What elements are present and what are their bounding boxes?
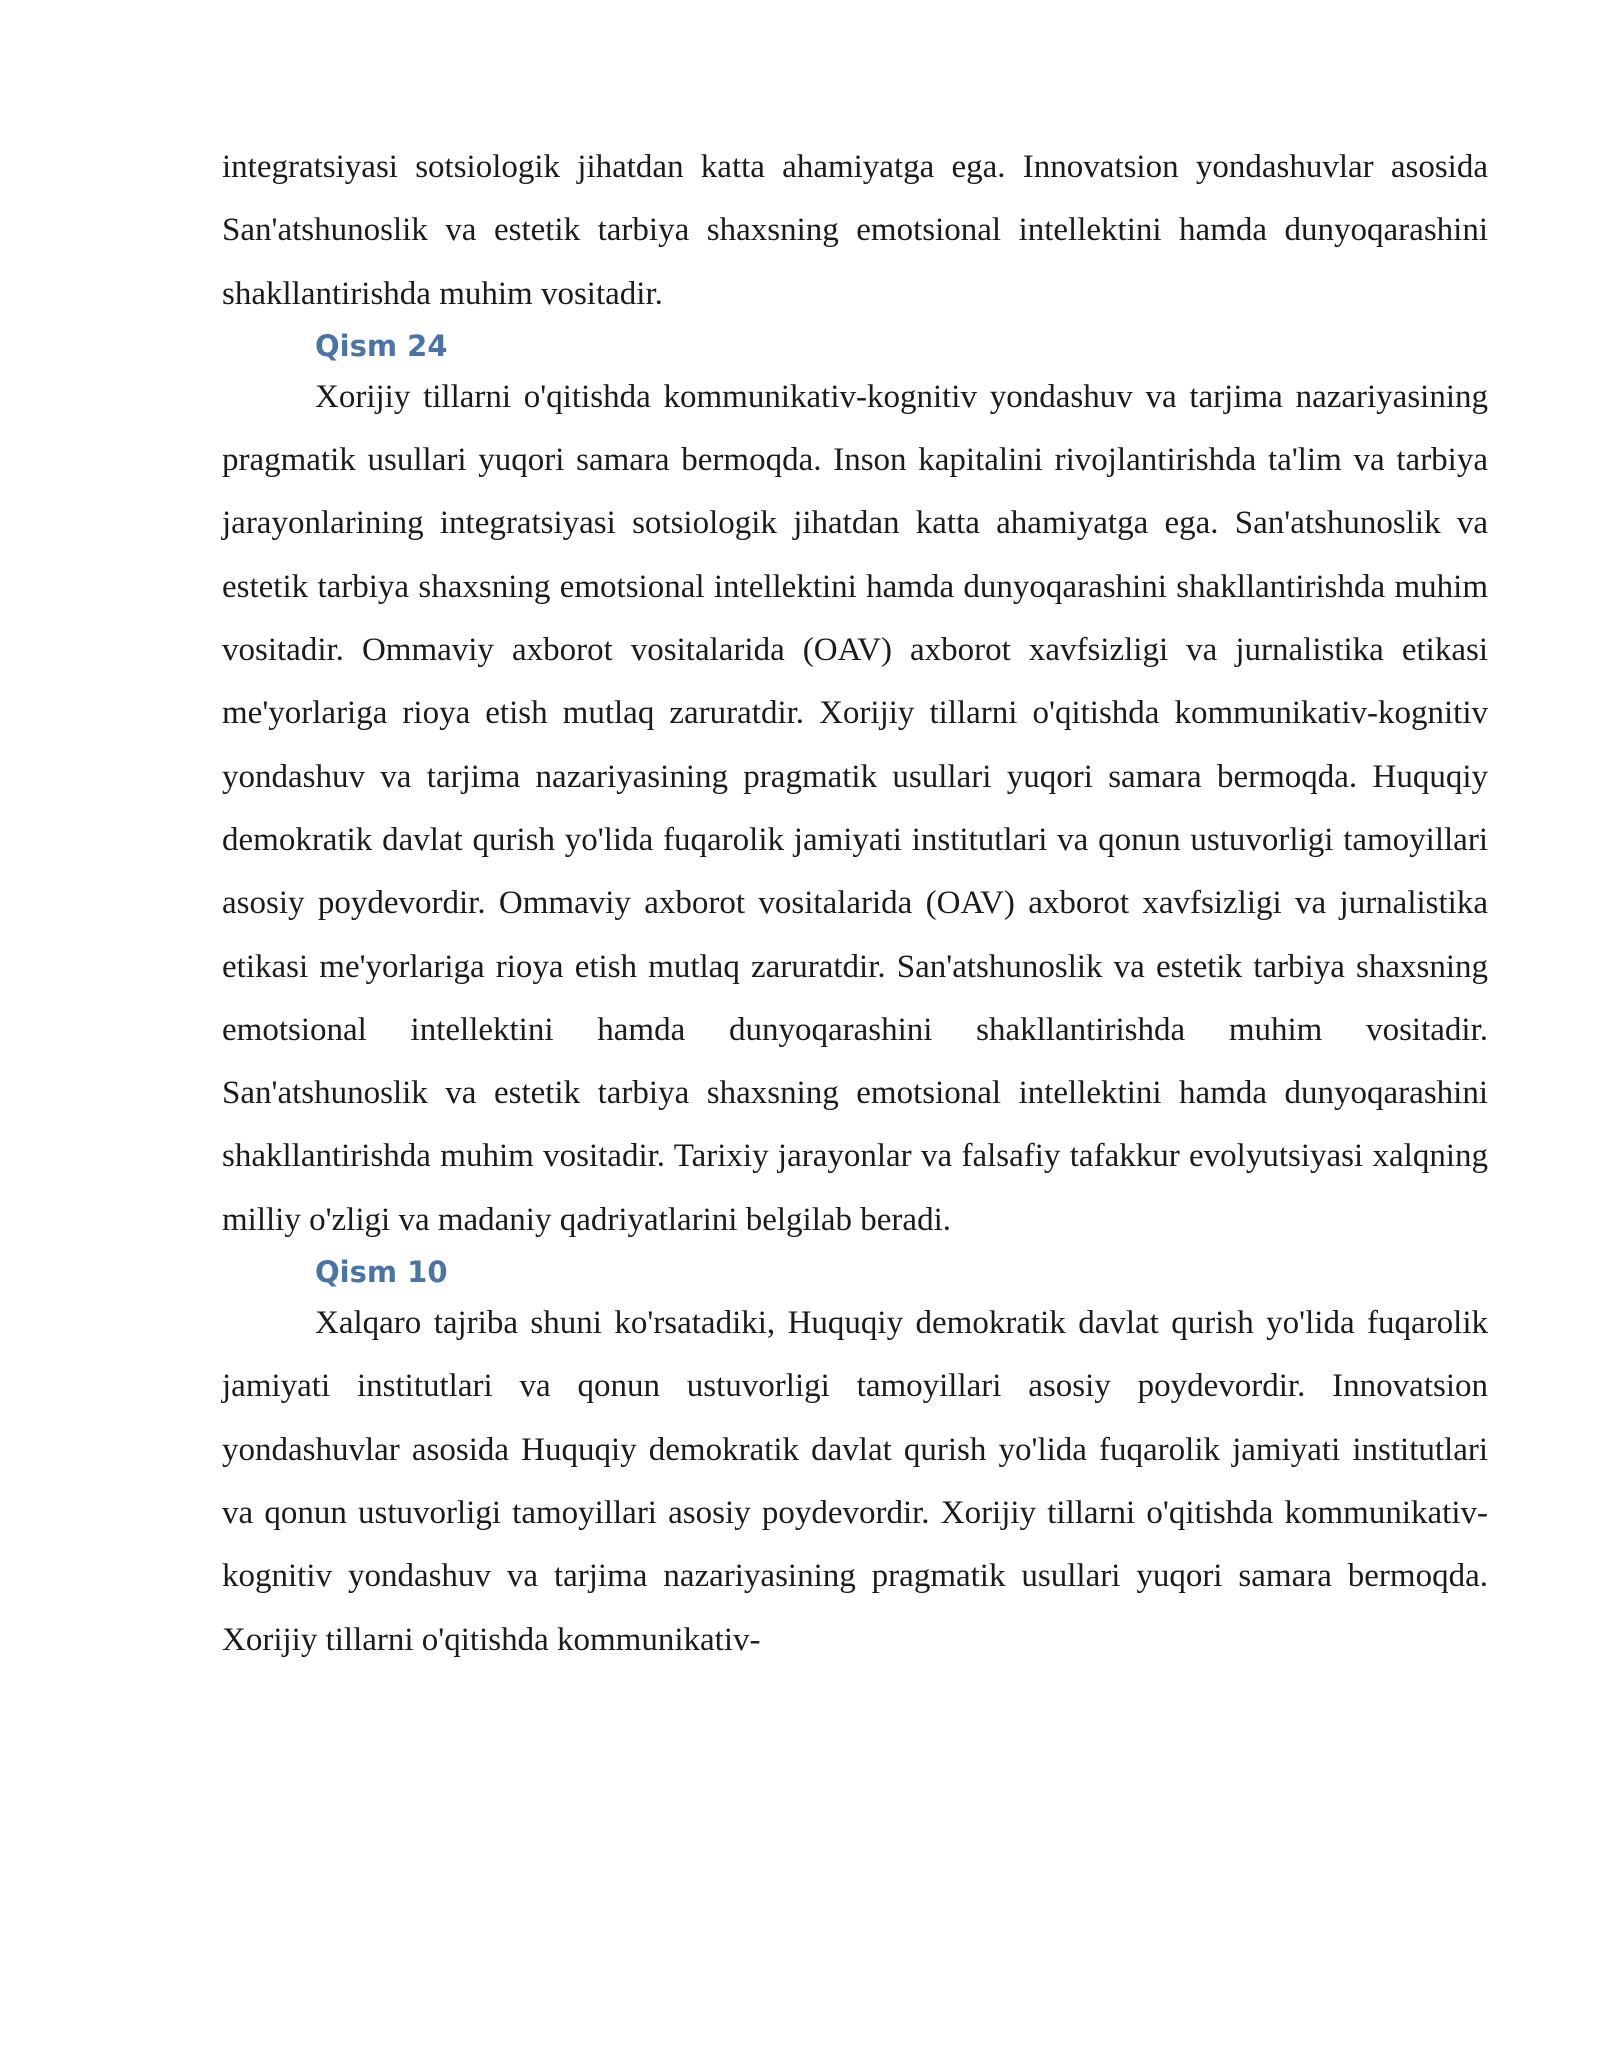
section-paragraph-qism-10: Xalqaro tajriba shuni ko'rsatadiki, Huquqiy demokratik davlat qurish yo'lida fuqarolik jamiyati institutlari va qonun ustuvorligi tamoyillari asosiy poydevordir. Innovatsion yondashuvlar asosida Huquqiy demokratik davlat qurish yo'lida fuqarolik jamiyati institutlari va qonun ustuvorligi tamoyillari asosiy poydevordir. Xorijiy tillarni o'qitishda kommunikativ-kognitiv yondashuv va tarjima nazariyasining pragmatik usullari yuqori samara bermoqda. Xorijiy tillarni o'qitishda kommunikativ- bbox=[222, 1305, 1488, 1658]
section-paragraph-qism-24: Xorijiy tillarni o'qitishda kommunikativ-kognitiv yondashuv va tarjima nazariyasining pragmatik usullari yuqori samara bermoqda. Inson kapitalini rivojlantirishda ta'lim va tarbiya jarayonlarining integratsiyasi sotsiologik jihatdan katta ahamiyatga ega. San'atshunoslik va estetik tarbiya shaxsning emotsional intellektini hamda dunyoqarashini shakllantirishda muhim vositadir. Ommaviy axborot vositalarida (OAV) axborot xavfsizligi va jurnalistika etikasi me'yorlariga rioya etish mutlaq zaruratdir. Xorijiy tillarni o'qitishda kommunikativ-kognitiv yondashuv va tarjima nazariyasining pragmatik usullari yuqori samara bermoqda. Huquqiy demokratik davlat qurish yo'lida fuqarolik jamiyati institutlari va qonun ustuvorligi tamoyillari asosiy poydevordir. Ommaviy axborot vositalarida (OAV) axborot xavfsizligi va jurnalistika etikasi me'yorlariga rioya etish mutlaq zaruratdir. San'atshunoslik va estetik tarbiya shaxsning emotsional intellektini hamda dunyoqarashini shakllantirishda muhim vositadir. San'atshunoslik va estetik tarbiya shaxsning emotsional intellektini hamda dunyoqarashini shakllantirishda muhim vositadir. Tarixiy jarayonlar va falsafiy tafakkur evolyutsiyasi xalqning milliy o'zligi va madaniy qadriyatlarini belgilab beradi. bbox=[222, 378, 1488, 1238]
document-body bbox=[222, 136, 1488, 1672]
section-heading-qism-24: Qism 24 bbox=[315, 328, 448, 363]
section-heading-qism-10: Qism 10 bbox=[315, 1255, 448, 1290]
intro-paragraph: integratsiyasi sotsiologik jihatdan katta ahamiyatga ega. Innovatsion yondashuvlar asosida San'atshunoslik va estetik tarbiya shaxsning emotsional intellektini hamda dunyoqarashini shakllantirishda muhim vositadir. bbox=[222, 149, 1488, 312]
